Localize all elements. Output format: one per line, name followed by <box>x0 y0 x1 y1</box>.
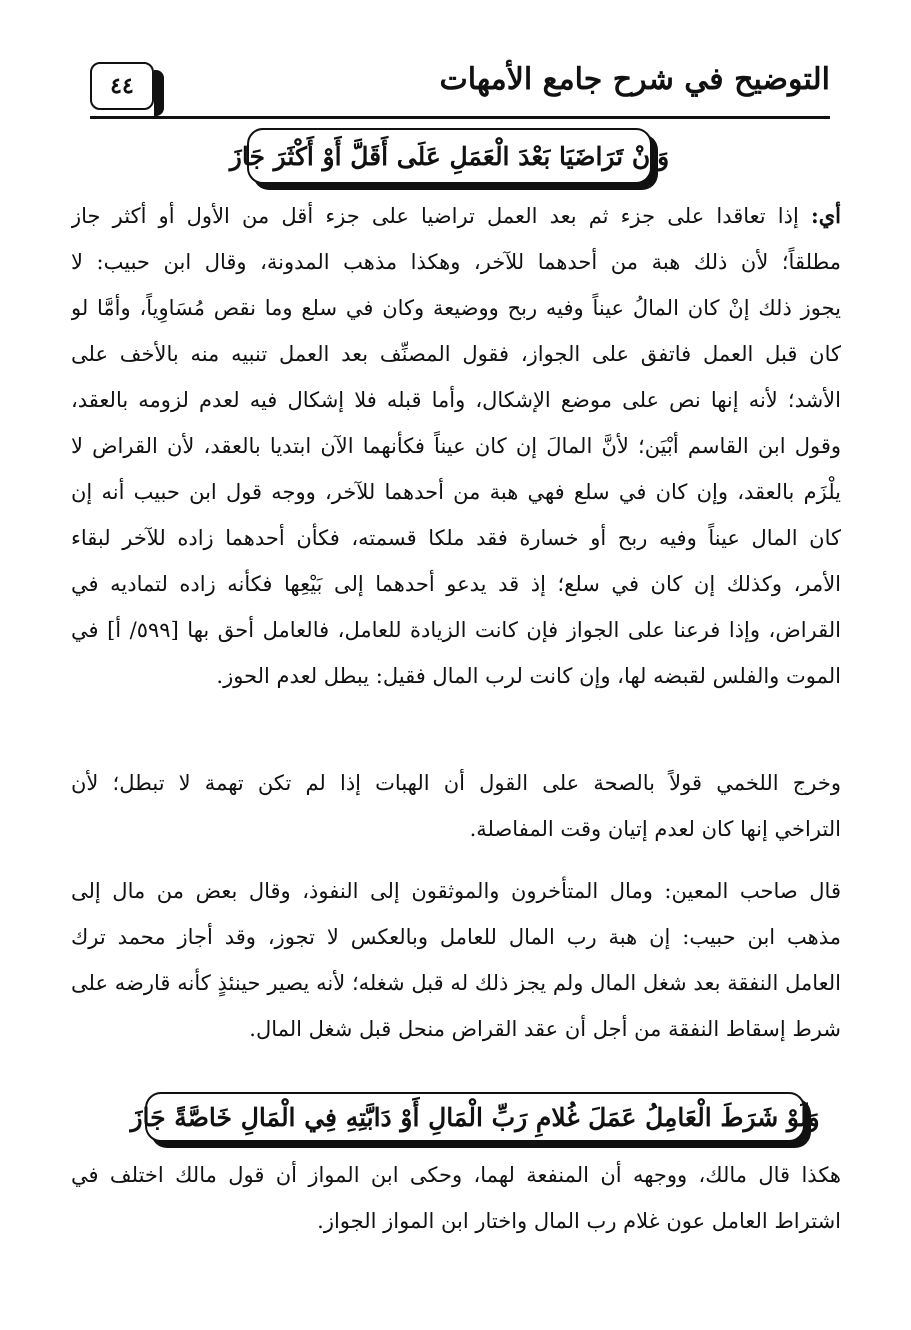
commentary-paragraph-2 <box>71 760 841 852</box>
commentary-paragraph-4 <box>71 1152 841 1244</box>
lead-word: أي: <box>810 203 841 228</box>
text-line: شرط إسقاط النفقة من أجل أن عقد القراض منحل قبل شغل المال. <box>249 1017 841 1041</box>
page-number: ٤٤ <box>90 62 154 110</box>
text-line: يجوز ذلك إنْ كان المالُ عيناً وفيه ربح ووضيعة وكان في سلع وما نقص مُسَاوِياً، وأمَّا لو <box>71 296 841 320</box>
text-line: العامل النفقة بعد شغل المال ولم يجز ذلك له قبل شغله؛ لأنه يصير حينئذٍ كأنه قارضه على <box>71 971 841 995</box>
commentary-paragraph-3 <box>71 868 841 1052</box>
text-line: اشتراط العامل عون غلام رب المال واختار ابن المواز الجواز. <box>317 1209 841 1233</box>
running-title: التوضيح في شرح جامع الأمهات <box>439 62 830 97</box>
text-line-content: إذا تعاقدا على جزء ثم بعد العمل تراضيا على جزء أقل من الأول أو أكثر جاز <box>71 204 799 228</box>
matn-text-box-2: وَلَوْ شَرَطَ الْعَامِلُ عَمَلَ غُلامِ رَبِّ الْمَالِ أَوْ دَابَّتِهِ فِي الْمَالِ خَاصَّةً جَازَ <box>145 1092 805 1142</box>
text-line: وقول ابن القاسم أبْيَن؛ لأنَّ المالَ إن كان عيناً فكأنهما الآن ابتديا بالعقد، لأن القراض لا <box>71 434 841 458</box>
commentary-paragraph-1 <box>71 193 841 699</box>
page-header <box>90 48 830 118</box>
text-line: الموت والفلس لقبضه لها، وإن كانت لرب المال فقيل: يبطل لعدم الحوز. <box>216 664 841 688</box>
text-line: مذهب ابن حبيب: إن هبة رب المال للعامل وبالعكس لا تجوز، وقد أجاز محمد ترك <box>71 925 841 949</box>
text-line: قال صاحب المعين: ومال المتأخرون والموثقون إلى النفوذ، وقال بعض من مال إلى <box>71 879 841 903</box>
text-line: يلْزَم بالعقد، وإن كان في سلع فهي هبة من أحدهما للآخر، ووجه قول ابن حبيب أنه إن <box>71 480 841 504</box>
text-line: القراض، وإذا فرعنا على الجواز فإن كانت الزيادة للعامل، فالعامل أحق بها [٥٩٩/ أ] في <box>71 618 841 642</box>
header-divider <box>90 116 830 119</box>
text-line: كان المال عيناً وفيه ربح أو خسارة فقد ملكا قسمته، فكأن أحدهما زاده للآخر لبقاء <box>71 526 841 550</box>
text-line: مطلقاً؛ لأن ذلك هبة من أحدهما للآخر، وهكذا مذهب المدونة، وقال ابن حبيب: لا <box>71 250 841 274</box>
text-line: كان قبل العمل فاتفق على الجواز، فقول المصنِّف بعد العمل تنبيه منه بالأخف على <box>71 342 841 366</box>
text-line: الأمر، وكذلك إن كان في سلع؛ إذ قد يدعو أحدهما إلى بَيْعِها فكأنه زاده لتماديه في <box>71 572 841 596</box>
matn-text-box-1: وَإِنْ تَرَاضَيَا بَعْدَ الْعَمَلِ عَلَى أَقَلَّ أَوْ أَكْثَرَ جَازَ <box>247 128 652 184</box>
text-line: وخرج اللخمي قولاً بالصحة على القول أن الهبات إذا لم تكن تهمة لا تبطل؛ لأن <box>71 771 841 795</box>
text-line: الأشد؛ لأنه إنها نص على موضع الإشكال، وأما قبله فلا إشكال فيه لعدم لزومه بالعقد، <box>71 388 841 412</box>
text-line <box>71 193 841 239</box>
text-line: هكذا قال مالك، ووجهه أن المنفعة لهما، وحكى ابن المواز أن قول مالك اختلف في <box>71 1163 841 1187</box>
text-line: التراخي إنها كان لعدم إتيان وقت المفاصلة. <box>469 817 841 841</box>
